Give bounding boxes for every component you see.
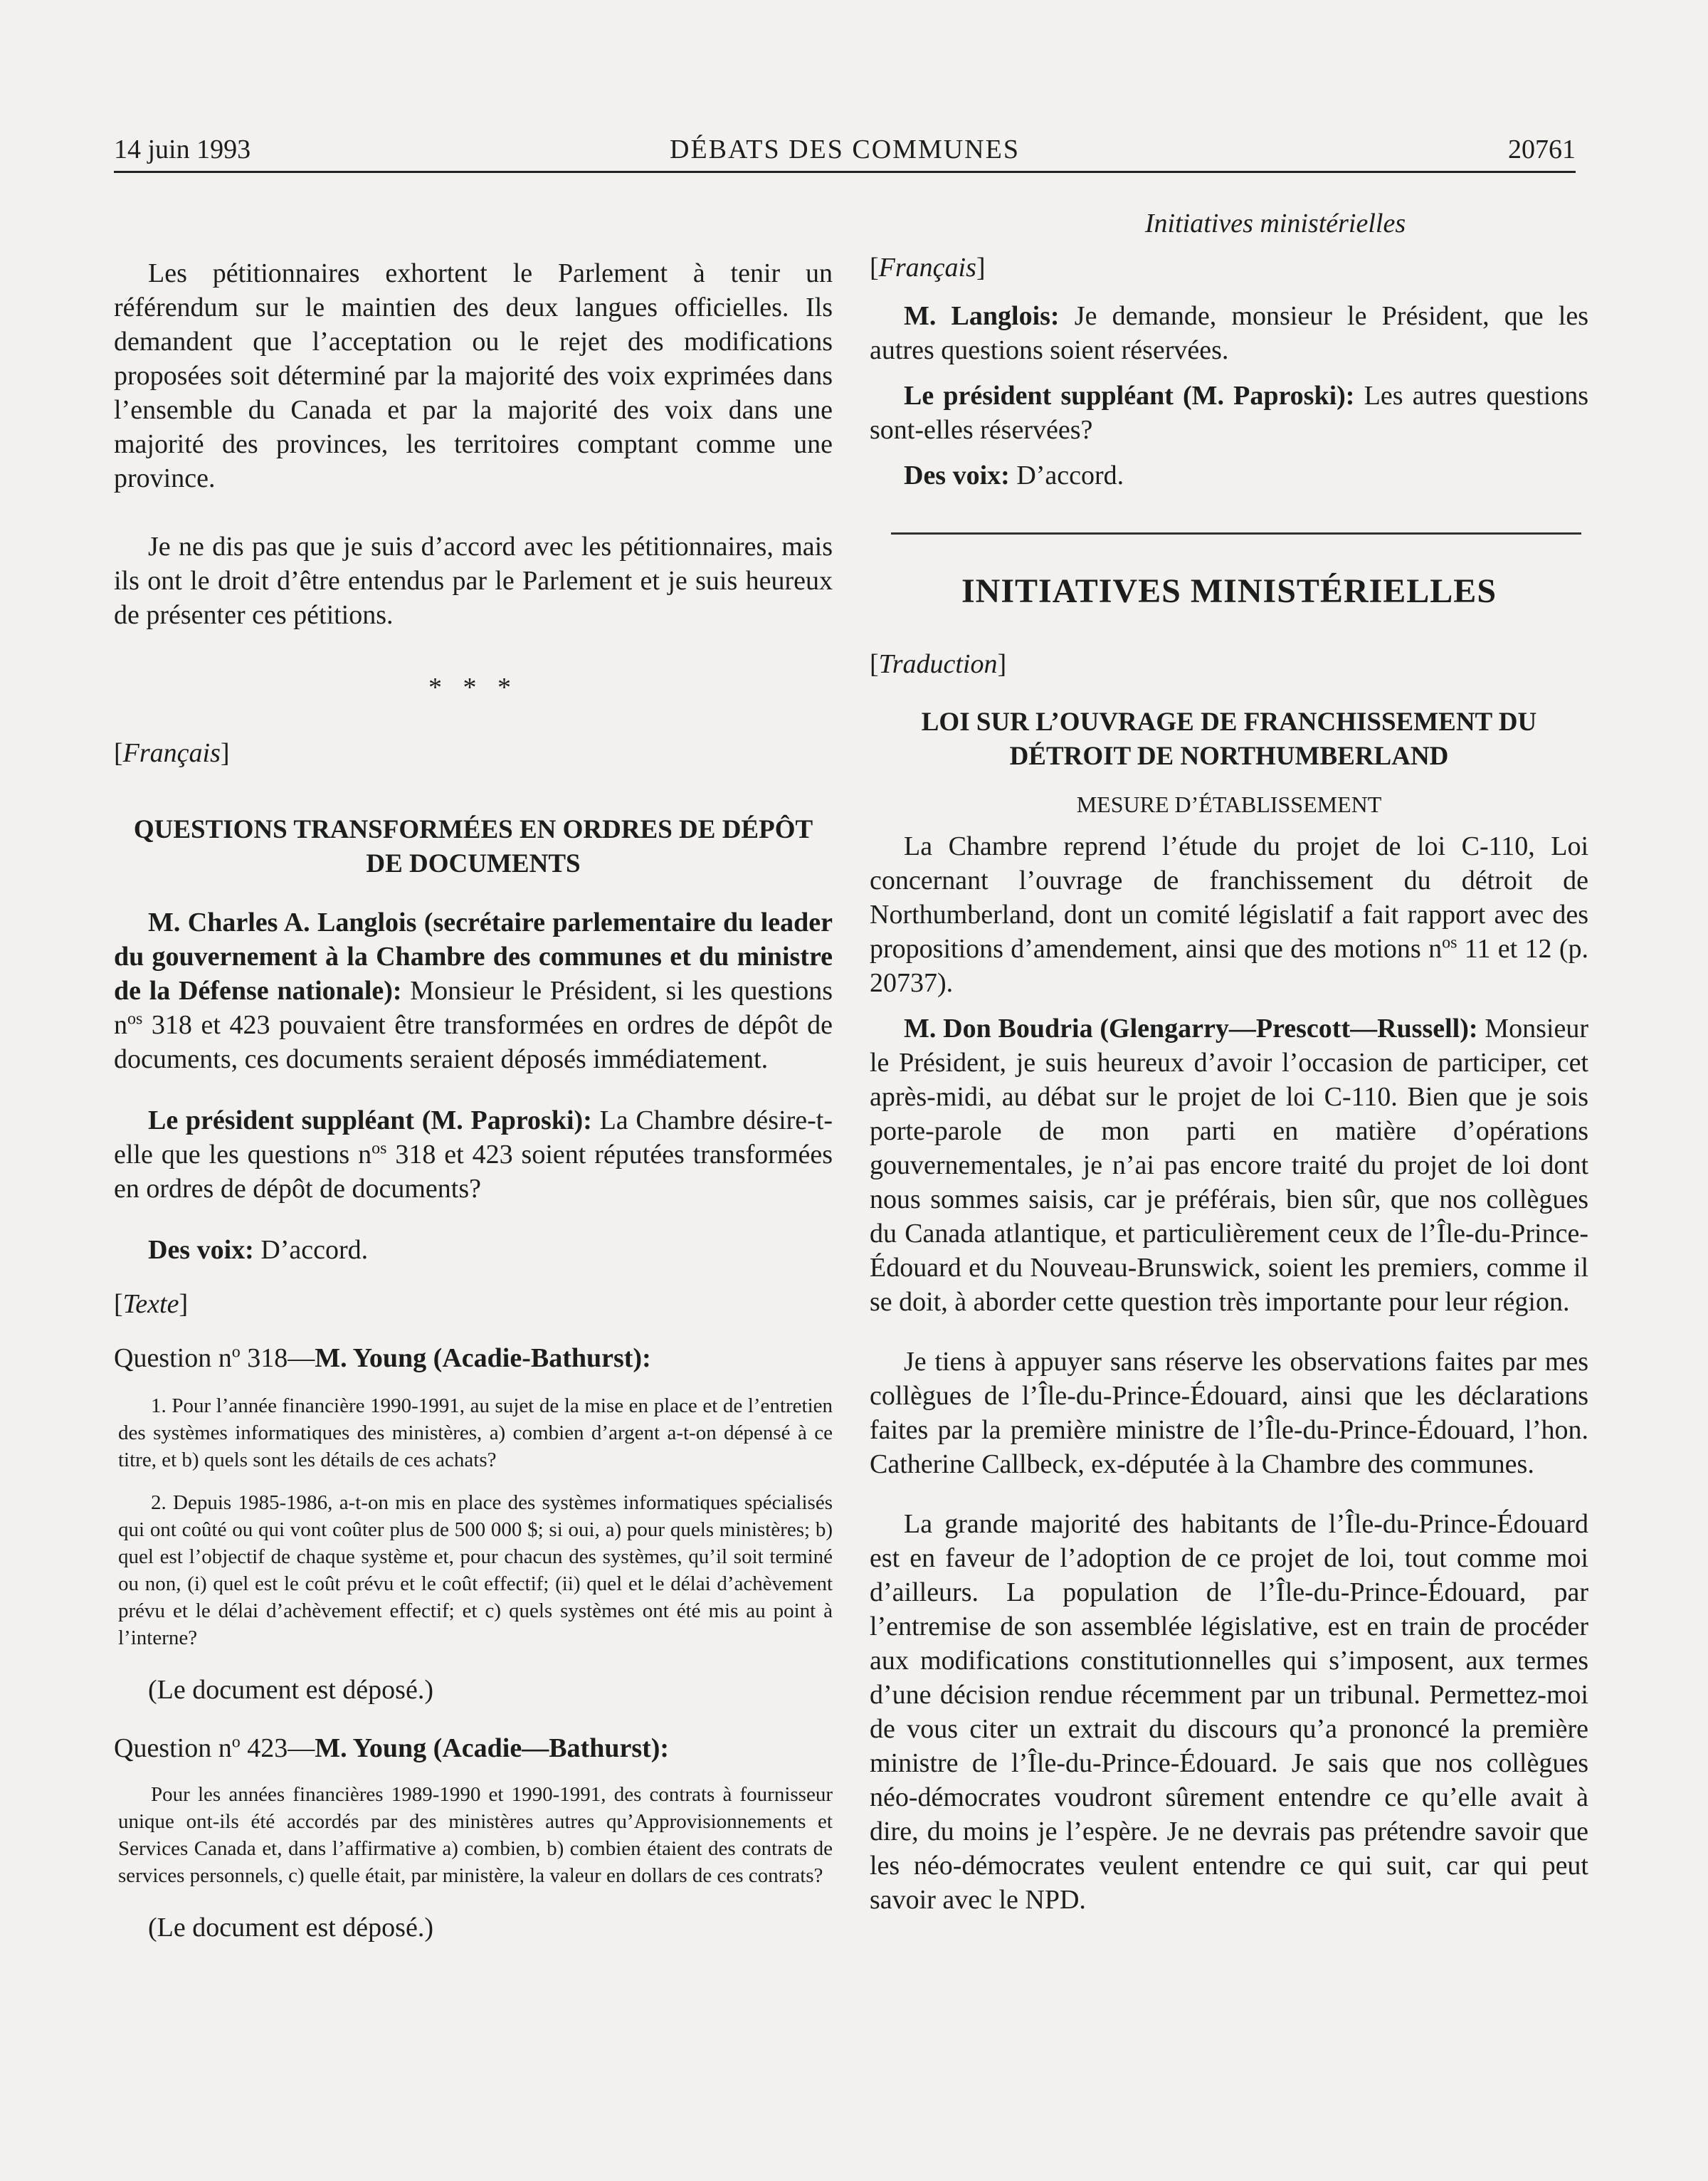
langlois-statement [114, 905, 833, 1076]
ordinal-sup: os [127, 1009, 143, 1029]
language-marker-text: Traduction [878, 649, 998, 679]
language-marker-text: Texte [122, 1289, 179, 1319]
support-paragraph: Je tiens à appuyer sans réserve les observations faites par mes collègues de l’Île-du-Prince-Édouard, ainsi que les déclarations faites par la première ministre de l’Île-du-Prince-Édouard, l’hon. Catherine Callbeck, ex-députée à la Chambre des communes. [870, 1347, 1588, 1479]
speaker-name: M. Don Boudria (Glengarry—Prescott—Russell): [904, 1014, 1478, 1044]
statement-text: D’accord. [1016, 461, 1124, 490]
ordinal-sup: o [231, 1733, 241, 1752]
petition-closing-paragraph: Je ne dis pas que je suis d’accord avec les pétitionnaires, mais ils ont le droit d’être entendus par le Parlement et je suis heureux de présenter ces pétitions. [114, 532, 833, 630]
statement-text: La Chambre reprend l’étude du projet de loi C-110, Loi concernant l’ouvrage de franchissement du détroit de Northumberland, dont un comité législatif a fait rapport avec des propositions d’amendement, ainsi que des motions n [870, 831, 1588, 964]
langlois-request [870, 299, 1588, 367]
header-title: DÉBATS DES COMMUNES [670, 135, 1020, 164]
ordinal-sup: os [1442, 933, 1457, 952]
right-column [870, 206, 1588, 1917]
left-column [114, 206, 833, 1945]
running-head: Initiatives ministérielles [1144, 209, 1406, 238]
statement-text: 11 et 12 (p. 20737). [870, 934, 1589, 998]
question-423-heading [114, 1731, 833, 1765]
statement-text: Monsieur le Président, si les questions n [114, 976, 833, 1040]
ordinal-sup: o [231, 1342, 241, 1362]
question-318-part-2: 2. Depuis 1985-1986, a-t-on mis en place des systèmes informatiques spécialisés qui ont coûté ou qui vont coûter plus de 500 000 $; si oui, a) pour quels ministères; b) quel est l’objectif de chaque système et, pour chacun des systèmes, qu’il soit terminé ou non, (i) quel est le coût prévu et le coût effectif; (ii) quel et le délai d’achèvement prévu et le délai d’achèvement effectif; et c) quels systèmes ont été mis au point à l’interne? [118, 1491, 833, 1649]
statement-text: D’accord. [260, 1235, 369, 1265]
petition-paragraph: Les pétitionnaires exhortent le Parlement à tenir un référendum sur le maintien des deux langues officielles. Ils demandent que l’acceptation ou le rejet des modifications proposées soit déterminé par la majorité des voix exprimées dans l’ensemble du Canada et par la majorité des voix dans une majorité des provinces, les territoires comptant comme une province. [114, 258, 833, 493]
language-marker: [Français] [114, 738, 230, 768]
question-label: Question n [114, 1733, 232, 1763]
header-page-number: 20761 [1508, 135, 1576, 164]
language-marker: [Français] [870, 253, 986, 283]
majority-paragraph: La grande majorité des habitants de l’Île-du-Prince-Édouard est en faveur de l’adoption de ce projet de loi, tout comme moi d’ailleurs. La population de l’Île-du-Prince-Édouard, par l’entremise de son assemblée législative, est en train de procéder aux modifications constitutionnelles qui s’imposent, aux termes d’une décision rendue récemment par un tribunal. Permettez-moi de vous citer un extrait du discours qu’a prononcé la première ministre de l’Île-du-Prince-Édouard. Je sais que nos collègues néo-démocrates voudront sûrement entendre ce qu’elle avait à dire, du moins je l’espère. Je ne devrais pas prétendre savoir que les néo-démocrates veulent entendre ce qui suit, car qui peut savoir avec le NPD. [870, 1509, 1588, 1915]
member-name: M. Young (Acadie—Bathurst): [315, 1733, 670, 1763]
header-date: 14 juin 1993 [114, 135, 251, 164]
boudria-statement [870, 1011, 1588, 1319]
section-separator: * * * [428, 673, 518, 703]
statement-text: 318 et 423 soient réputées transformées en ordres de dépôt de documents? [114, 1140, 833, 1204]
speaker-name: Le président suppléant (M. Paproski): [904, 381, 1355, 411]
question-number: 318— [240, 1343, 315, 1373]
statement-text: La Chambre désire-t-elle que les questions n [114, 1105, 833, 1170]
statement-text: 318 et 423 pouvaient être transformées en ordres de dépôt de documents, ces documents seraient déposés immédiatement. [114, 1010, 833, 1074]
question-318-part-1: 1. Pour l’année financière 1990-1991, au sujet de la mise en place et de l’entretien des systèmes informatiques des ministères, a) combien d’argent a-t-on dépensé à ce titre, et b) quels sont les détails de ces achats? [118, 1394, 833, 1471]
language-marker: [Traduction] [870, 649, 1007, 679]
question-423-text: Pour les années financières 1989-1990 et 1990-1991, des contrats à fournisseur unique ont-ils été accordés par des ministères autres qu’Approvisionnements et Services Canada et, dans l’affirmative a) combien, b) combien étaient des contrats de services personnels, c) quelle était, par ministère, la valeur en dollars de ces contrats? [118, 1783, 833, 1887]
section-heading: QUESTIONS TRANSFORMÉES EN ORDRES DE DÉPÔT DE DOCUMENTS [133, 815, 813, 878]
statement-text: Les autres questions sont-elles réservées? [870, 381, 1589, 445]
voices-statement [870, 458, 1588, 493]
speaker-name: M. Langlois: [904, 301, 1060, 331]
speaker-name: Le président suppléant (M. Paproski): [148, 1105, 592, 1135]
language-marker-text: Français [122, 738, 221, 768]
statement-text: Monsieur le Président, je suis heureux d’avoir l’occasion de participer, cet après-midi, au débat sur le projet de loi C-110. Bien que je sois porte-parole de mon parti en matière d’opérations gouvernementales, je n’ai pas encore traité du projet de loi dont nous sommes saisis, car je préférais, bien sûr, que nos collègues du Canada atlantique, et particulièrement ceux de l’Île-du-Prince-Édouard et du Nouveau-Brunswick, soient les premiers, comme il se doit, à aborder cette question très importante pour leur région. [870, 1014, 1588, 1317]
speaker-name: Des voix: [904, 461, 1010, 490]
voices-statement [114, 1233, 833, 1267]
speaker-statement [114, 1103, 833, 1206]
question-number: 423— [240, 1733, 315, 1763]
question-318-heading [114, 1341, 833, 1375]
language-marker-text: Français [878, 253, 976, 283]
page-header [114, 128, 1576, 173]
bill-heading: LOI SUR L’OUVRAGE DE FRANCHISSEMENT DU DÉTROIT DE NORTHUMBERLAND [921, 708, 1537, 771]
bill-resumption-paragraph [870, 829, 1588, 1000]
document-deposed-note: (Le document est déposé.) [148, 1675, 433, 1705]
major-heading: INITIATIVES MINISTÉRIELLES [961, 572, 1497, 610]
member-name: M. Young (Acadie-Bathurst): [315, 1343, 651, 1373]
statement-text: Je demande, monsieur le Président, que les autres questions soient réservées. [870, 301, 1589, 365]
speaker-name: Des voix: [148, 1235, 254, 1265]
speaker-question [870, 379, 1588, 447]
speaker-name: M. Charles A. Langlois (secrétaire parlementaire du leader du gouvernement à la Chambre des communes et du ministre de la Défense nationale): [114, 908, 833, 1006]
question-label: Question n [114, 1343, 232, 1373]
ordinal-sup: os [371, 1139, 387, 1158]
language-marker: [Texte] [114, 1289, 189, 1319]
bill-subheading: MESURE D’ÉTABLISSEMENT [1076, 792, 1382, 817]
document-deposed-note: (Le document est déposé.) [148, 1913, 433, 1943]
